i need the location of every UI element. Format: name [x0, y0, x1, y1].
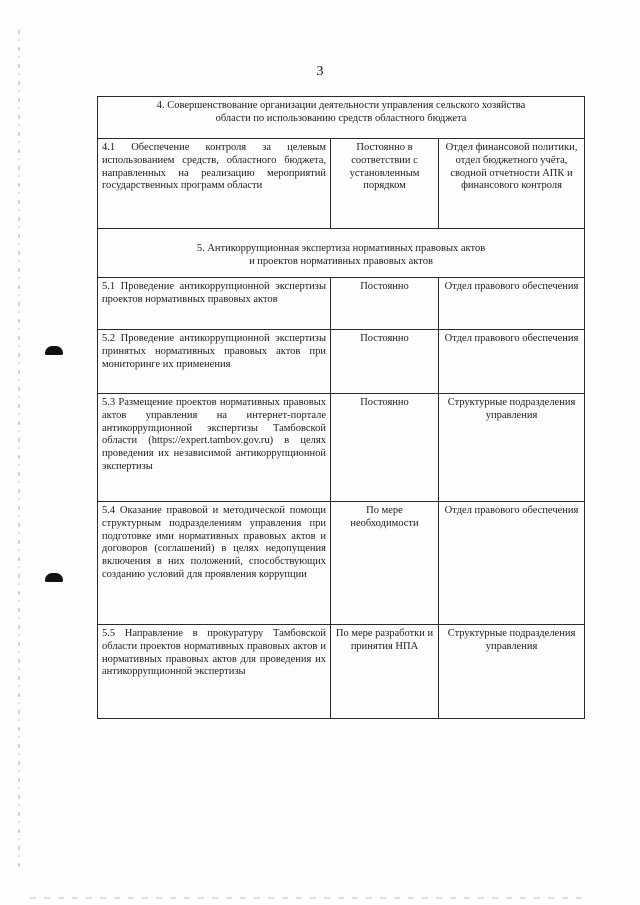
term-cell: Постоянно: [331, 278, 439, 330]
responsible-cell: Отдел правового обеспечения: [439, 278, 585, 330]
responsible-cell: Отдел финансовой политики, отдел бюджетного учёта, сводной отчетности АПК и финансового контроля: [439, 139, 585, 229]
table-row: [98, 139, 585, 229]
section-title-line: 5. Антикоррупционная экспертиза нормативных правовых актов: [196, 243, 486, 254]
task-cell: 5.4 Оказание правовой и методической помощи структурным подразделениям управления при подготовке ими нормативных правовых актов и договоров (соглашений) в целях недопущения включения в них положений, способствующих созданию условий для проявления коррупции: [98, 502, 331, 625]
task-cell: 5.3 Размещение проектов нормативных правовых актов управления на интернет-портале антикоррупционной экспертизы Тамбовской области (https://expert.tambov.gov.ru) в целях проведения их независимой антикоррупционной экспертизы: [98, 394, 331, 502]
section-header: [98, 97, 585, 139]
term-cell: Постоянно: [331, 394, 439, 502]
action-plan-table: [97, 96, 585, 719]
term-cell: По мере необходимости: [331, 502, 439, 625]
term-cell: По мере разработки и принятия НПА: [331, 625, 439, 719]
section-title-cell: [98, 97, 585, 139]
section-title-line: и проектов нормативных правовых актов: [249, 255, 433, 267]
responsible-cell: Отдел правового обеспечения: [439, 330, 585, 394]
punch-hole-mark: [45, 346, 63, 355]
section-title-cell: [98, 229, 585, 278]
scan-edge-marks: [18, 30, 20, 870]
table-row: [98, 330, 585, 394]
section-header: [98, 229, 585, 278]
scan-bottom-marks: [30, 897, 590, 899]
responsible-cell: Структурные подразделения управления: [439, 394, 585, 502]
task-cell: 5.1 Проведение антикоррупционной экспертизы проектов нормативных правовых актов: [98, 278, 331, 330]
responsible-cell: Отдел правового обеспечения: [439, 502, 585, 625]
task-cell: 4.1 Обеспечение контроля за целевым использованием средств, областного бюджета, направленных на реализацию мероприятий государственных программ области: [98, 139, 331, 229]
term-cell: Постоянно: [331, 330, 439, 394]
section-title-line: 4. Совершенствование организации деятельности управления сельского хозяйства: [156, 100, 526, 111]
task-cell: 5.5 Направление в прокуратуру Тамбовской области проектов нормативных правовых актов и нормативных правовых актов для проведения их антикоррупционной экспертизы: [98, 625, 331, 719]
page-number: 3: [316, 64, 324, 79]
term-cell: Постоянно в соответствии с установленным порядком: [331, 139, 439, 229]
table-row: [98, 278, 585, 330]
table-row: [98, 502, 585, 625]
section-title-line: области по использованию средств областного бюджета: [215, 112, 467, 124]
task-cell: 5.2 Проведение антикоррупционной экспертизы принятых нормативных правовых актов при мониторинге их применения: [98, 330, 331, 394]
table-row: [98, 394, 585, 502]
table-row: [98, 625, 585, 719]
punch-hole-mark: [45, 573, 63, 582]
responsible-cell: Структурные подразделения управления: [439, 625, 585, 719]
